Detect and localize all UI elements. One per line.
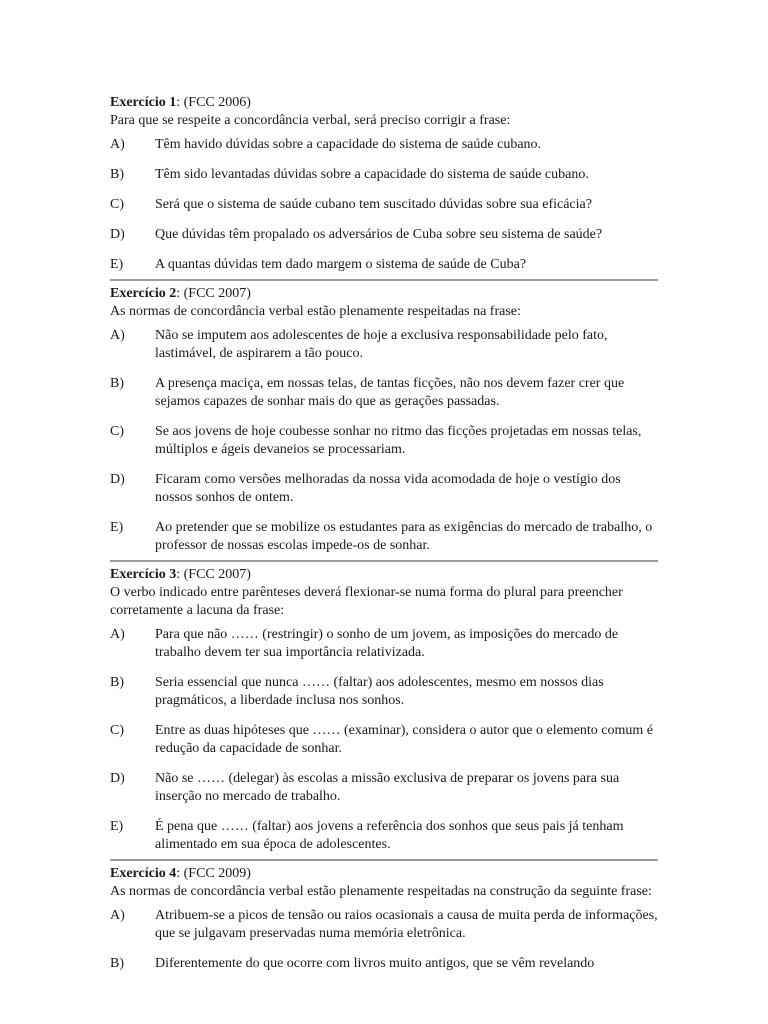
exercise-prompt: Para que se respeite a concordância verbal, será preciso corrigir a frase:	[110, 113, 511, 128]
exercise-source: : (FCC 2009)	[176, 866, 251, 881]
option-a	[110, 626, 658, 662]
option-text: Não se …… (delegar) às escolas a missão exclusiva de preparar os jovens para sua inserção no mercado de trabalho.	[155, 771, 620, 804]
option-c	[110, 196, 658, 214]
option-text: Diferentemente do que ocorre com livros muito antigos, que se vêm revelando	[155, 956, 595, 971]
exercise-label: Exercício 4	[110, 866, 177, 881]
option-a	[110, 907, 658, 943]
option-letter: A)	[110, 137, 125, 152]
exercise-prompt: As normas de concordância verbal estão plenamente respeitadas na frase:	[110, 304, 521, 319]
exercise-title	[110, 865, 658, 883]
option-letter: A)	[110, 328, 125, 343]
exercise-4	[110, 863, 658, 973]
option-e	[110, 256, 658, 274]
option-a	[110, 327, 658, 363]
exercise-source: : (FCC 2006)	[176, 95, 251, 110]
section-divider	[110, 560, 658, 562]
option-b	[110, 674, 658, 710]
option-c	[110, 423, 658, 459]
option-text: Para que não …… (restringir) o sonho de um jovem, as imposições do mercado de trabalho devem ter sua importância relativizada.	[155, 627, 619, 660]
option-c	[110, 722, 658, 758]
exercise-title	[110, 566, 658, 584]
section-divider	[110, 279, 658, 281]
section-divider	[110, 859, 658, 861]
exercise-3	[110, 564, 658, 854]
option-text: Ficaram como versões melhoradas da nossa vida acomodada de hoje o vestígio dos nossos sonhos de ontem.	[155, 472, 621, 505]
option-b	[110, 955, 658, 973]
option-b	[110, 166, 658, 184]
option-d	[110, 226, 658, 244]
option-text: A quantas dúvidas tem dado margem o sistema de saúde de Cuba?	[155, 257, 527, 272]
exercise-2	[110, 283, 658, 555]
option-text: Ao pretender que se mobilize os estudantes para as exigências do mercado de trabalho, o professor de nossas escolas impede-os de sonhar.	[155, 520, 653, 553]
option-letter: B)	[110, 675, 124, 690]
option-letter: C)	[110, 723, 124, 738]
option-letter: A)	[110, 627, 125, 642]
option-text: Atribuem-se a picos de tensão ou raios ocasionais a causa de muita perda de informações, que se julgavam preservadas numa memória eletrônica.	[155, 908, 658, 941]
option-letter: E)	[110, 520, 124, 535]
option-d	[110, 471, 658, 507]
exercise-label: Exercício 3	[110, 567, 177, 582]
exercise-prompt: As normas de concordância verbal estão plenamente respeitadas na construção da seguinte frase:	[110, 884, 652, 899]
option-letter: B)	[110, 956, 124, 971]
document-page	[110, 92, 658, 973]
exercise-label: Exercício 2	[110, 286, 177, 301]
exercise-source: : (FCC 2007)	[176, 286, 251, 301]
option-letter: E)	[110, 257, 124, 272]
exercise-1	[110, 92, 658, 274]
option-text: Não se imputem aos adolescentes de hoje a exclusiva responsabilidade pelo fato, lastimável, de aspirarem a tão pouco.	[155, 328, 608, 361]
option-text: Têm havido dúvidas sobre a capacidade do sistema de saúde cubano.	[155, 137, 542, 152]
option-text: A presença maciça, em nossas telas, de tantas ficções, não nos devem fazer crer que sejamos capazes de sonhar mais do que as gerações passadas.	[155, 376, 625, 409]
exercise-source: : (FCC 2007)	[176, 567, 251, 582]
option-letter: A)	[110, 908, 125, 923]
option-text: Têm sido levantadas dúvidas sobre a capacidade do sistema de saúde cubano.	[155, 167, 589, 182]
option-e	[110, 818, 658, 854]
option-text: Que dúvidas têm propalado os adversários de Cuba sobre seu sistema de saúde?	[155, 227, 603, 242]
option-text: Seria essencial que nunca …… (faltar) aos adolescentes, mesmo em nossos dias pragmáticos, a liberdade inclusa nos sonhos.	[155, 675, 604, 708]
option-letter: C)	[110, 424, 124, 439]
option-letter: B)	[110, 376, 124, 391]
option-letter: D)	[110, 472, 125, 487]
exercise-prompt: O verbo indicado entre parênteses deverá flexionar-se numa forma do plural para preencher corretamente a lacuna da frase:	[110, 585, 623, 618]
exercise-label: Exercício 1	[110, 95, 177, 110]
option-text: É pena que …… (faltar) aos jovens a referência dos sonhos que seus pais já tenham alimentado em sua época de adolescentes.	[155, 819, 624, 852]
option-text: Será que o sistema de saúde cubano tem suscitado dúvidas sobre sua eficácia?	[155, 197, 592, 212]
option-b	[110, 375, 658, 411]
option-e	[110, 519, 658, 555]
option-a	[110, 136, 658, 154]
option-letter: B)	[110, 167, 124, 182]
option-d	[110, 770, 658, 806]
option-letter: E)	[110, 819, 124, 834]
option-letter: C)	[110, 197, 124, 212]
exercise-title	[110, 285, 658, 303]
exercise-title	[110, 94, 658, 112]
option-letter: D)	[110, 771, 125, 786]
option-letter: D)	[110, 227, 125, 242]
option-text: Entre as duas hipóteses que …… (examinar), considera o autor que o elemento comum é redução da capacidade de sonhar.	[155, 723, 654, 756]
option-text: Se aos jovens de hoje coubesse sonhar no ritmo das ficções projetadas em nossas telas, múltiplos e ágeis devaneios se processariam.	[155, 424, 642, 457]
